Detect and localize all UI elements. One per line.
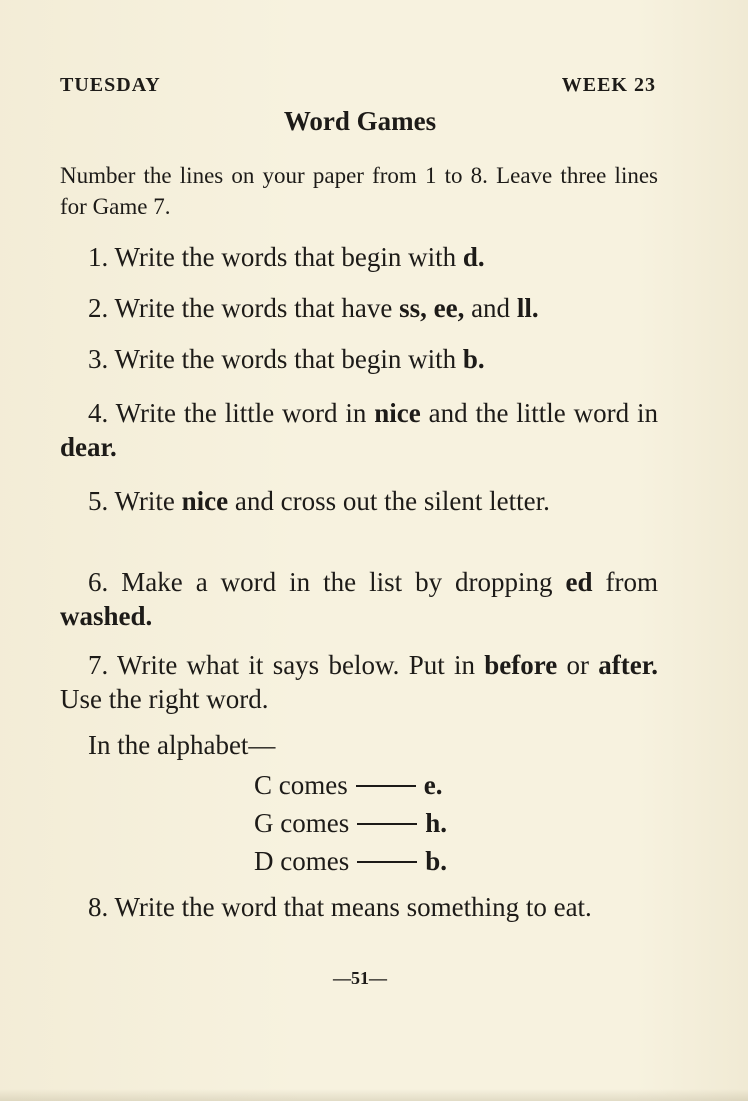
day-label: TUESDAY (60, 74, 161, 96)
item-number: 5. (88, 486, 109, 516)
item-text: Use the right word. (60, 684, 269, 714)
item-number: 4. (88, 398, 109, 428)
alphabet-exercise (254, 766, 447, 880)
comes-word: comes (280, 808, 350, 838)
item-keyword: dear. (60, 432, 117, 462)
item-keyword: ss, (399, 293, 427, 323)
page-title: Word Games (283, 106, 437, 136)
item-keyword: after. (598, 650, 658, 680)
item-keyword: d. (462, 242, 485, 272)
item-number: 6. (88, 567, 109, 597)
item-keyword: nice (181, 486, 229, 516)
letter: D (254, 846, 274, 876)
page-header (60, 74, 656, 104)
game-item-2 (60, 291, 658, 325)
game-item-3 (60, 342, 658, 376)
alphabet-row (254, 842, 447, 880)
item-keyword: before (484, 650, 558, 680)
answer-blank (356, 785, 416, 787)
letter: G (254, 808, 274, 838)
item-number: 7. (88, 650, 109, 680)
item-number: 3. (88, 344, 109, 374)
item-text (427, 293, 434, 323)
target-letter: e. (423, 770, 443, 800)
alphabet-intro (60, 728, 658, 762)
alphabet-intro-text: In the alphabet— (88, 730, 276, 760)
item-text: Write the words that have (114, 293, 400, 323)
week-label: WEEK 23 (561, 74, 656, 96)
page-edge-shadow (0, 1089, 748, 1101)
item-text: Write what it says below. Put in (117, 650, 485, 680)
item-text: or (557, 650, 599, 680)
item-number: 2. (88, 293, 109, 323)
answer-blank (357, 861, 417, 863)
item-number: 1. (88, 242, 109, 272)
item-text: Write the words that begin with (114, 242, 463, 272)
alphabet-row (254, 766, 447, 804)
page-number: —51— (333, 968, 387, 988)
item-text: Make a word in the list by dropping (121, 567, 566, 597)
item-text: and the little word in (420, 398, 659, 428)
target-letter: h. (425, 808, 448, 838)
game-item-4 (60, 396, 658, 464)
item-text: Write the little word in (115, 398, 375, 428)
item-keyword: ee, (433, 293, 465, 323)
item-keyword: b. (462, 344, 485, 374)
comes-word: comes (278, 770, 348, 800)
item-text: Write the word that means something to eat. (114, 892, 592, 922)
alphabet-row (254, 804, 447, 842)
comes-word: comes (280, 846, 350, 876)
item-keyword: ed (565, 567, 593, 597)
item-text: and (464, 293, 517, 323)
instructions-paragraph: Number the lines on your paper from 1 to 8. Leave three lines for Game 7. (60, 163, 658, 219)
item-number: 8. (88, 892, 109, 922)
item-keyword: ll. (516, 293, 539, 323)
game-item-7 (60, 648, 658, 716)
item-keyword: nice (374, 398, 421, 428)
letter: C (254, 770, 273, 800)
item-text: Write the words that begin with (114, 344, 463, 374)
game-item-6 (60, 565, 658, 633)
target-letter: b. (425, 846, 448, 876)
item-text: Write (114, 486, 182, 516)
game-item-1 (60, 240, 658, 274)
item-text: from (592, 567, 658, 597)
answer-blank (357, 823, 417, 825)
game-item-5 (60, 484, 658, 518)
item-keyword: washed. (60, 601, 153, 631)
game-item-8 (60, 890, 658, 924)
item-text: and cross out the silent letter. (228, 486, 550, 516)
